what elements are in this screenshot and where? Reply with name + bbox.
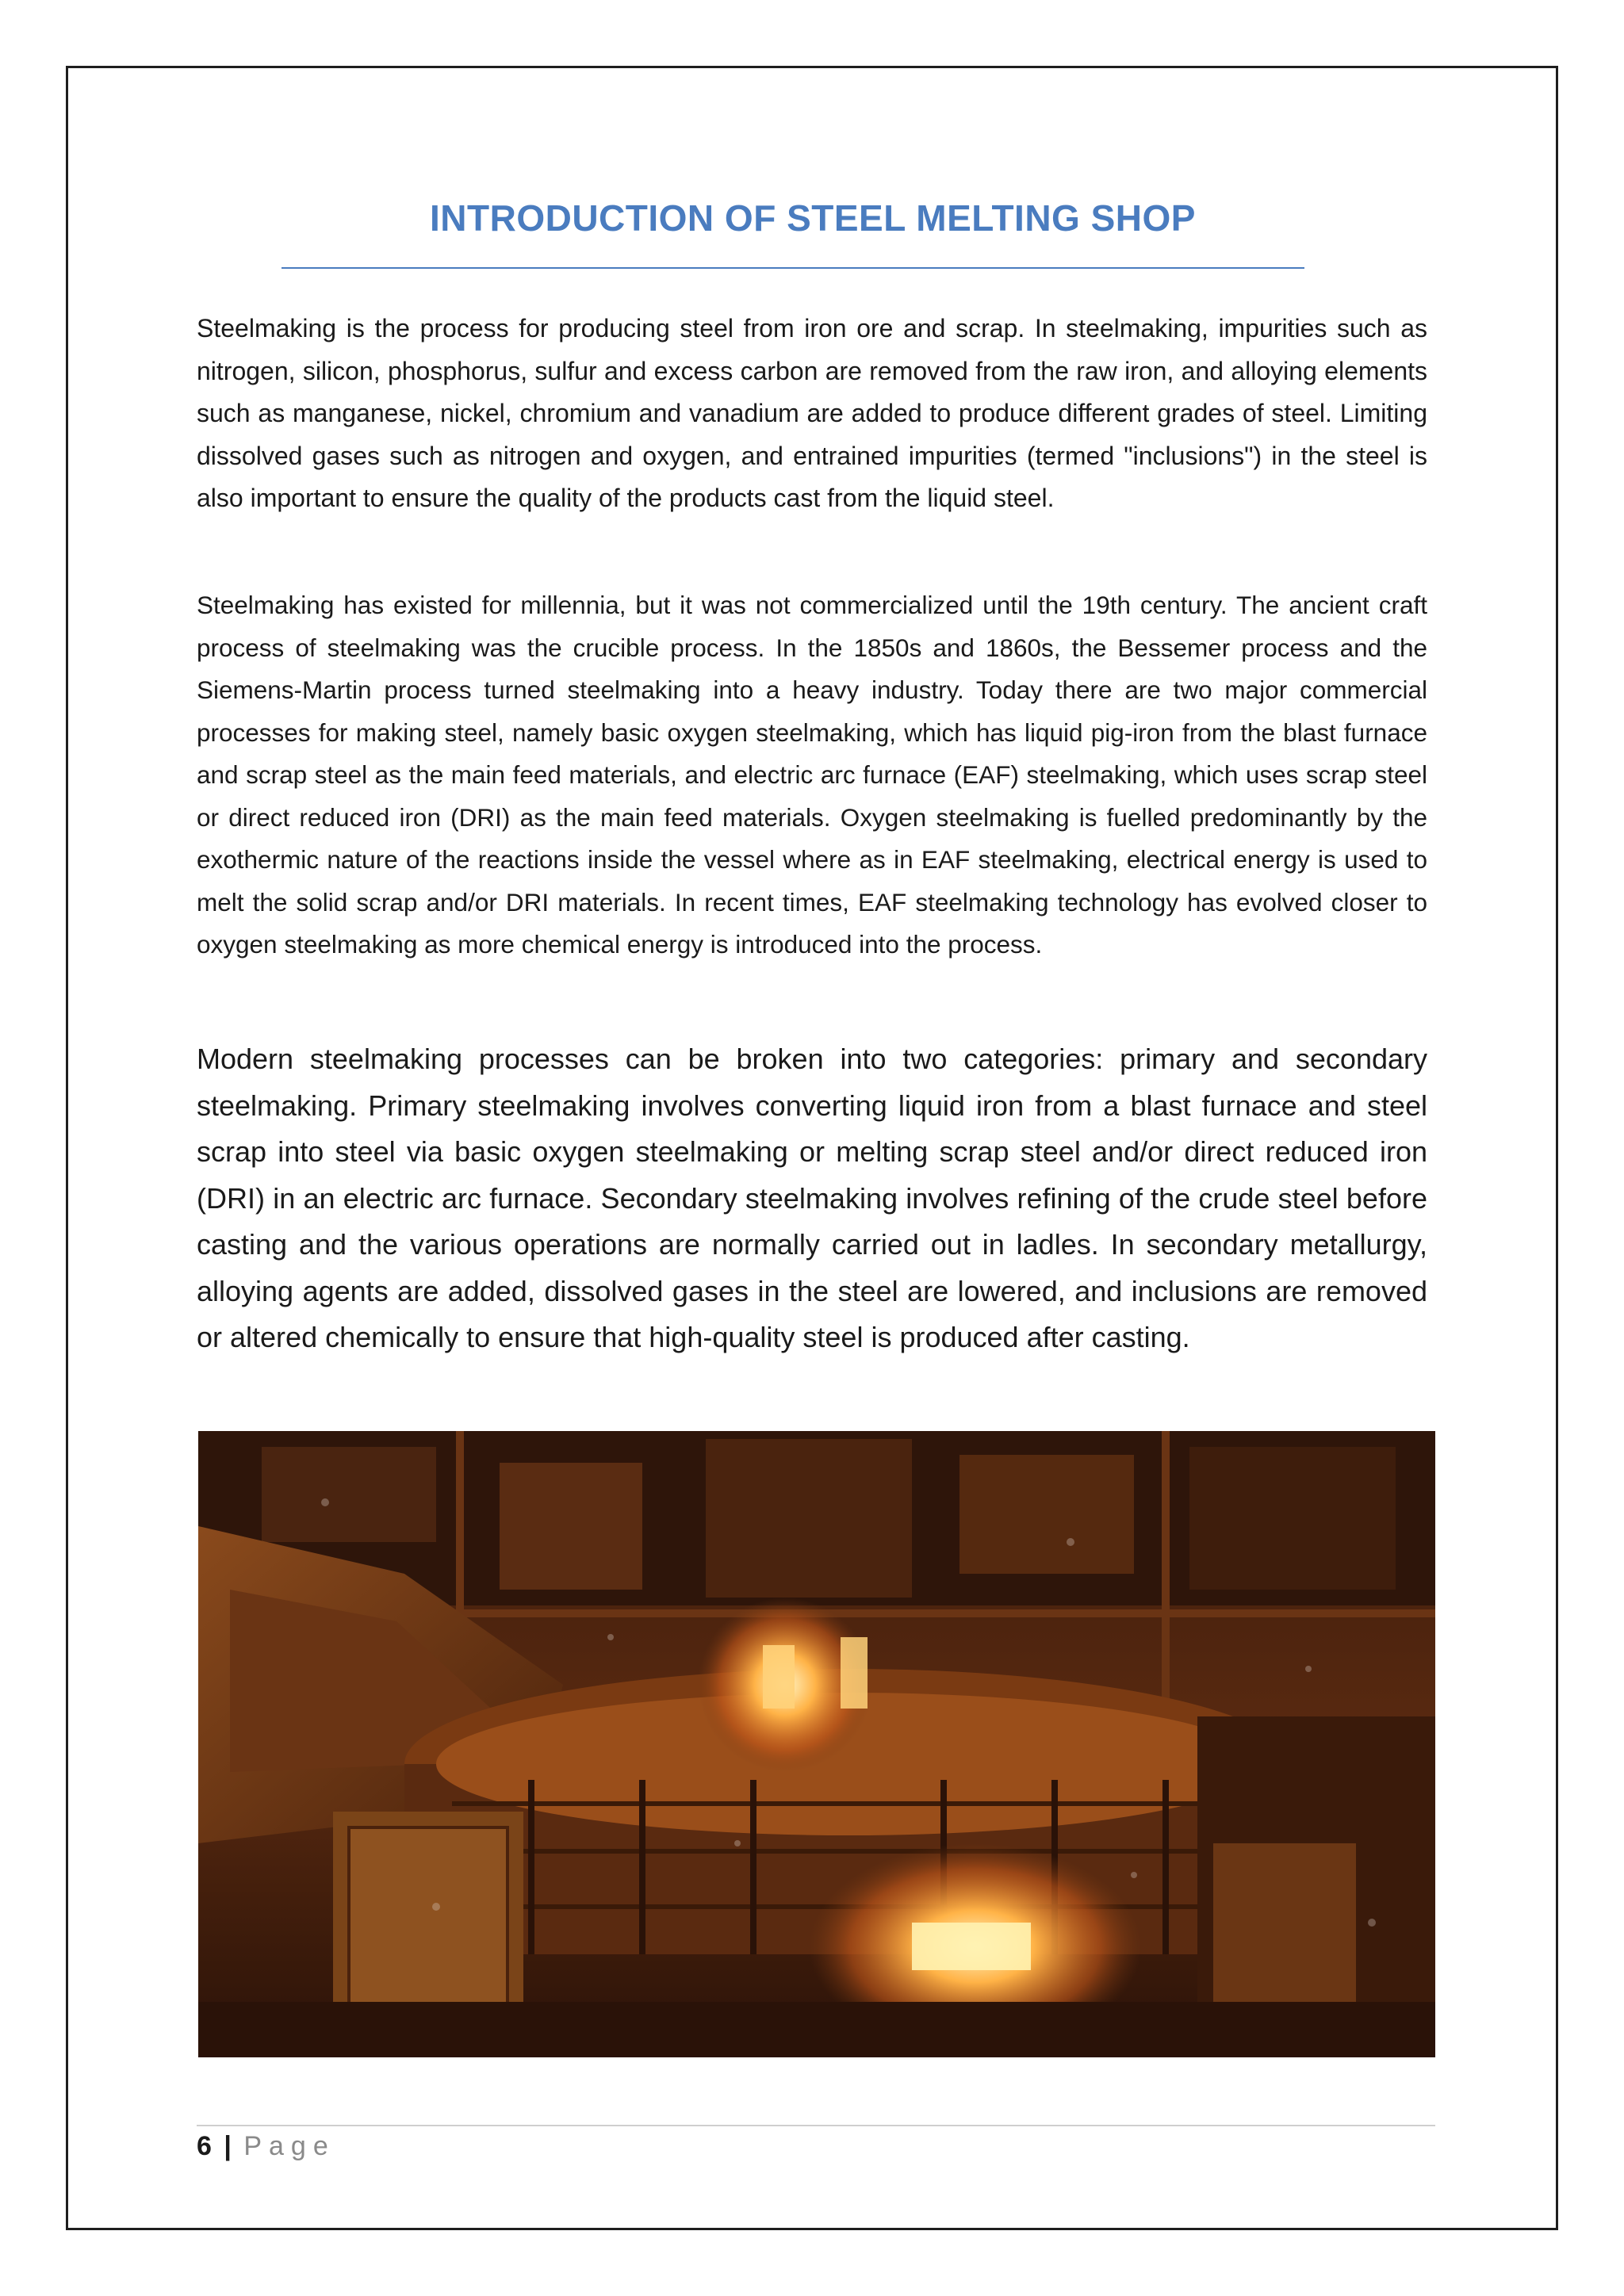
page-footer bbox=[197, 2131, 335, 2162]
footer-separator: | bbox=[224, 2131, 232, 2161]
page-number: 6 bbox=[197, 2131, 212, 2161]
footer-divider bbox=[197, 2125, 1435, 2126]
furnace-illustration bbox=[198, 1431, 1435, 2057]
page-label: Page bbox=[243, 2131, 335, 2161]
paragraph-modern-processes: Modern steelmaking processes can be broken into two categories: primary and secondary steelmaking. Primary steelmaking involves converting liquid iron from a blast furnace and steel scrap into steel via basic oxygen steelmaking or melting scrap steel and/or direct reduced iron (DRI) in an electric arc furnace. Secondary steelmaking involves refining of the crude steel before casting and the various operations are normally carried out in ladles. In secondary metallurgy, alloying agents are added, dissolved gases in the steel are lowered, and inclusions are removed or altered chemically to ensure that high-quality steel is produced after casting. bbox=[197, 1043, 1427, 1353]
paragraph-steelmaking-definition: Steelmaking is the process for producing steel from iron ore and scrap. In steelmaking, impurities such as nitrogen, silicon, phosphorus, sulfur and excess carbon are removed from the raw iron, and alloying elements such as manganese, nickel, chromium and vanadium are added to produce different grades of steel. Limiting dissolved gases such as nitrogen and oxygen, and entrained impurities (termed "inclusions") in the steel is also important to ensure the quality of the products cast from the liquid steel. bbox=[197, 314, 1427, 512]
title-underline bbox=[282, 267, 1304, 269]
page-title: INTRODUCTION OF STEEL MELTING SHOP bbox=[430, 197, 1196, 239]
furnace-photo bbox=[198, 1431, 1435, 2057]
paragraph-steelmaking-history: Steelmaking has existed for millennia, but it was not commercialized until the 19th century. The ancient craft process of steelmaking was the crucible process. In the 1850s and 1860s, the Bessemer process and the Siemens-Martin process turned steelmaking into a heavy industry. Today there are two major commercial processes for making steel, namely basic oxygen steelmaking, which has liquid pig-iron from the blast furnace and scrap steel as the main feed materials, and electric arc furnace (EAF) steelmaking, which uses scrap steel or direct reduced iron (DRI) as the main feed materials. Oxygen steelmaking is fuelled predominantly by the exothermic nature of the reactions inside the vessel where as in EAF steelmaking, electrical energy is used to melt the solid scrap and/or DRI materials. In recent times, EAF steelmaking technology has evolved closer to oxygen steelmaking as more chemical energy is introduced into the process. bbox=[197, 591, 1427, 959]
